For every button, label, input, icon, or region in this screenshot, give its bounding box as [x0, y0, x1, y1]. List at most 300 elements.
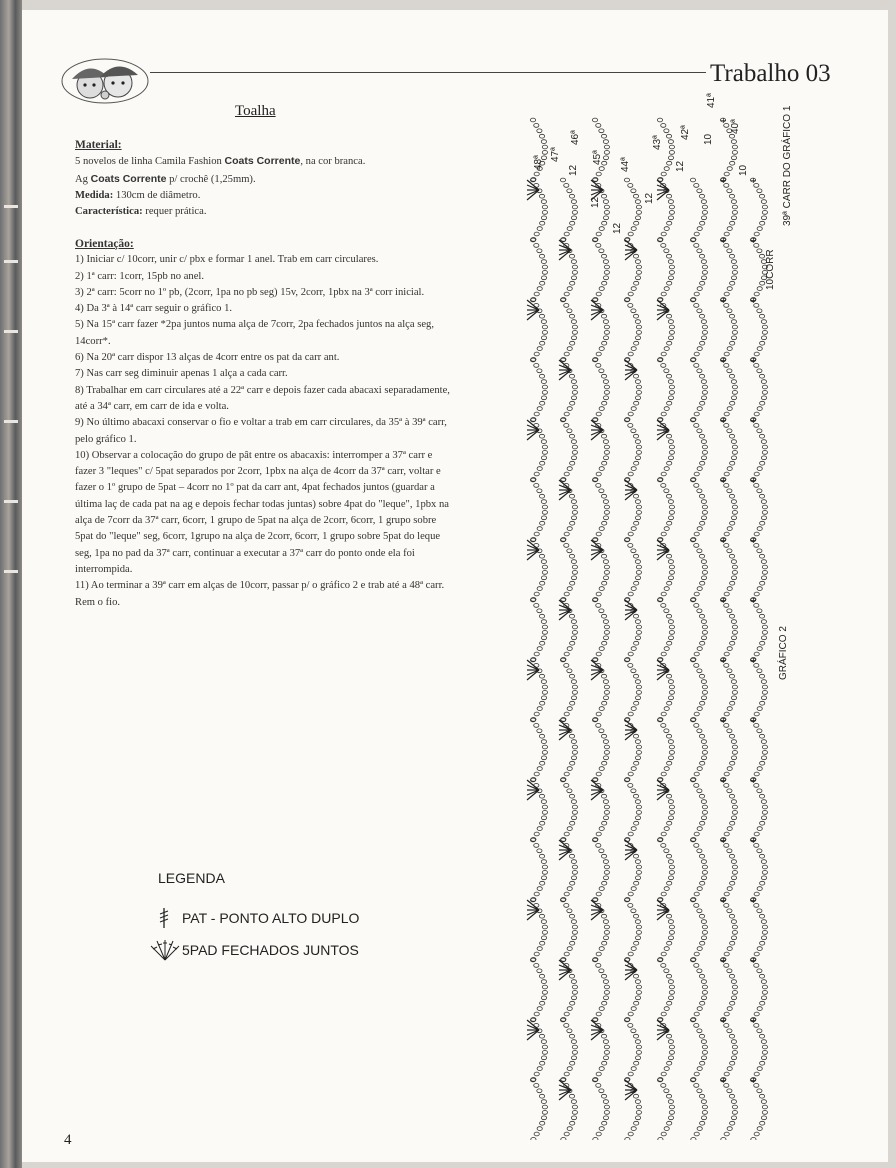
chain-stitch [701, 560, 706, 564]
chain-stitch [631, 767, 636, 771]
chain-stitch [762, 331, 767, 335]
chain-stitch [567, 347, 572, 351]
chain-stitch [697, 729, 702, 733]
chain-stitch [669, 691, 674, 695]
chain-stitch [762, 1045, 767, 1049]
chain-stitch [631, 1007, 636, 1011]
count-label: 12 [590, 196, 601, 208]
chain-stitch [731, 876, 736, 880]
plus-stitch: + [720, 116, 727, 125]
chain-stitch [762, 925, 767, 929]
chain-stitch [700, 701, 705, 705]
chain-stitch [661, 604, 666, 608]
chain-stitch [541, 816, 546, 820]
chain-stitch [541, 320, 546, 324]
chain-stitch [697, 947, 702, 951]
material-heading: Material: [75, 139, 122, 151]
chain-stitch [762, 871, 767, 875]
chain-stitch [570, 341, 575, 345]
chain-stitch [542, 691, 547, 695]
chain-stitch [567, 407, 572, 411]
chain-stitch [702, 631, 707, 635]
chain-stitch [761, 456, 766, 460]
chain-stitch [601, 554, 606, 558]
chain-stitch [570, 941, 575, 945]
chain-stitch [567, 1127, 572, 1131]
chain-stitch [628, 652, 633, 656]
chain-stitch [759, 314, 764, 318]
chain-stitch [727, 849, 732, 853]
chain-stitch [701, 816, 706, 820]
chain-stitch [602, 1061, 607, 1065]
plus-stitch: + [720, 836, 727, 845]
chain-stitch [603, 576, 608, 580]
chain-stitch [667, 161, 672, 165]
chain-stitch [625, 1138, 630, 1141]
chain-stitch [631, 549, 636, 553]
fan-cluster [527, 900, 539, 920]
chain-stitch [602, 521, 607, 525]
chain-stitch [727, 669, 732, 673]
chain-stitch [732, 511, 737, 515]
plus-stitch: + [750, 896, 757, 905]
chain-stitch [730, 761, 735, 765]
chain-stitch [572, 931, 577, 935]
chain-stitch [604, 391, 609, 395]
chain-stitch [762, 805, 767, 809]
chain-stitch [761, 860, 766, 864]
chain-stitch [700, 341, 705, 345]
chain-stitch [661, 892, 666, 896]
chain-stitch [603, 996, 608, 1000]
chain-stitch [635, 680, 640, 684]
chain-stitch [571, 1100, 576, 1104]
chain-stitch [668, 440, 673, 444]
chain-stitch [731, 696, 736, 700]
chain-stitch [701, 1040, 706, 1044]
chain-stitch [636, 271, 641, 275]
fan-cluster [625, 720, 637, 740]
chain-stitch [702, 865, 707, 869]
chain-stitch [572, 385, 577, 389]
chain-stitch [757, 249, 762, 253]
chain-stitch [664, 1127, 669, 1131]
chain-stitch [603, 396, 608, 400]
chain-stitch [702, 211, 707, 215]
chain-stitch [542, 985, 547, 989]
chain-stitch [702, 511, 707, 515]
chain-stitch [542, 1051, 547, 1055]
chain-stitch [599, 527, 604, 531]
chain-stitch [701, 1100, 706, 1104]
chain-stitch [694, 664, 699, 668]
chain-stitch [636, 985, 641, 989]
chain-stitch [628, 664, 633, 668]
chain-stitch [567, 189, 572, 193]
chain-stitch [603, 936, 608, 940]
plus-stitch: + [750, 1016, 757, 1025]
step: 4) Da 3ª à 14ª carr seguir o gráfico 1. [75, 303, 233, 315]
chain-stitch [729, 134, 734, 138]
chain-stitch [539, 974, 544, 978]
chain-stitch [635, 1116, 640, 1120]
chain-stitch [761, 980, 766, 984]
chain-stitch [669, 1105, 674, 1109]
chain-stitch [542, 451, 547, 455]
chain-stitch [534, 964, 539, 968]
chain-stitch [760, 221, 765, 225]
chain-stitch [757, 609, 762, 613]
chain-stitch [635, 456, 640, 460]
chain-stitch [542, 145, 547, 149]
crochet-chart-grafico-2 [505, 90, 795, 1140]
chain-stitch [572, 745, 577, 749]
chain-stitch [604, 565, 609, 569]
chain-stitch [571, 876, 576, 880]
chain-stitch [567, 1029, 572, 1033]
chain-stitch [633, 1094, 638, 1098]
chain-stitch [636, 325, 641, 329]
chain-stitch [669, 565, 674, 569]
chain-stitch [596, 772, 601, 776]
fan-cluster [657, 420, 669, 440]
chain-stitch [760, 701, 765, 705]
chain-stitch [664, 369, 669, 373]
chain-stitch [601, 914, 606, 918]
chain-stitch [631, 707, 636, 711]
chain-stitch [602, 401, 607, 405]
plus-stitch: + [750, 416, 757, 425]
chain-stitch [697, 647, 702, 651]
chain-stitch [694, 244, 699, 248]
chain-stitch [599, 647, 604, 651]
chain-stitch [534, 1012, 539, 1016]
chain-stitch [636, 811, 641, 815]
chain-stitch [542, 265, 547, 269]
chain-stitch [601, 134, 606, 138]
chain-stitch [571, 276, 576, 280]
chain-stitch [540, 941, 545, 945]
chain-stitch [572, 985, 577, 989]
chain-stitch [699, 194, 704, 198]
chain-stitch [694, 712, 699, 716]
chain-stitch [572, 265, 577, 269]
chain-stitch [542, 865, 547, 869]
chain-stitch [635, 1040, 640, 1044]
chain-stitch [541, 620, 546, 624]
chain-stitch [541, 276, 546, 280]
chain-stitch [661, 292, 666, 296]
chain-stitch [731, 500, 736, 504]
plus-stitch: + [720, 176, 727, 185]
chain-stitch [664, 947, 669, 951]
chain-stitch [634, 461, 639, 465]
chain-stitch [542, 805, 547, 809]
chain-stitch [727, 249, 732, 253]
chain-stitch [567, 1007, 572, 1011]
chain-stitch [571, 1040, 576, 1044]
chain-stitch [539, 1034, 544, 1038]
chain-stitch [760, 641, 765, 645]
chain-stitch [604, 811, 609, 815]
chain-stitch [694, 832, 699, 836]
chain-stitch [634, 821, 639, 825]
chain-stitch [635, 996, 640, 1000]
chain-stitch [542, 625, 547, 629]
chain-stitch [697, 1067, 702, 1071]
chain-stitch [628, 952, 633, 956]
chain-stitch [664, 347, 669, 351]
chain-stitch [602, 1001, 607, 1005]
chain-stitch [603, 696, 608, 700]
chain-stitch [694, 1072, 699, 1076]
chain-stitch [732, 391, 737, 395]
chain-stitch [727, 549, 732, 553]
article-title: Toalha [235, 103, 276, 119]
chain-stitch [631, 527, 636, 531]
chain-stitch [762, 385, 767, 389]
chain-stitch [599, 707, 604, 711]
chain-stitch [694, 352, 699, 356]
plus-stitch: + [720, 1076, 727, 1085]
chain-stitch [699, 914, 704, 918]
chain-stitch [542, 211, 547, 215]
chain-stitch [667, 281, 672, 285]
chain-stitch [759, 434, 764, 438]
chain-stitch [694, 784, 699, 788]
chain-stitch [571, 456, 576, 460]
chain-stitch [761, 740, 766, 744]
chain-stitch [669, 385, 674, 389]
chain-stitch [694, 724, 699, 728]
chain-stitch [540, 821, 545, 825]
chain-stitch [534, 124, 539, 128]
chain-stitch [603, 1040, 608, 1044]
chain-stitch [759, 674, 764, 678]
chain-stitch [694, 1024, 699, 1028]
chain-stitch [732, 625, 737, 629]
fan-cluster [527, 420, 539, 440]
chain-stitch [567, 669, 572, 673]
chain-stitch [701, 516, 706, 520]
chain-stitch [732, 331, 737, 335]
chain-stitch [729, 674, 734, 678]
chain-stitch [603, 456, 608, 460]
chain-stitch [604, 631, 609, 635]
chain-stitch [731, 1116, 736, 1120]
chain-stitch [700, 1121, 705, 1125]
chain-stitch [599, 947, 604, 951]
chain-stitch [601, 794, 606, 798]
chain-stitch [596, 292, 601, 296]
chain-stitch [628, 772, 633, 776]
chain-stitch [661, 1072, 666, 1076]
chain-stitch [604, 211, 609, 215]
chain-stitch [757, 789, 762, 793]
chain-stitch [569, 614, 574, 618]
chain-stitch [571, 996, 576, 1000]
chain-stitch [694, 1132, 699, 1136]
chain-stitch [761, 380, 766, 384]
chain-stitch [571, 576, 576, 580]
chain-stitch [628, 904, 633, 908]
chain-stitch [701, 936, 706, 940]
chain-stitch [596, 172, 601, 176]
chain-stitch [731, 516, 736, 520]
chain-stitch [571, 980, 576, 984]
chain-stitch [729, 914, 734, 918]
chain-stitch [757, 467, 762, 471]
chain-stitch [599, 347, 604, 351]
chain-stitch [697, 669, 702, 673]
chain-stitch [761, 576, 766, 580]
chain-stitch [596, 652, 601, 656]
chain-stitch [691, 1138, 696, 1141]
chain-stitch [604, 385, 609, 389]
chain-stitch [669, 811, 674, 815]
legend-label: 5PAD FECHADOS JUNTOS [182, 942, 359, 958]
chain-stitch [757, 1067, 762, 1071]
count-label: 12 [612, 222, 623, 234]
chain-stitch [697, 369, 702, 373]
step: 2) 1ª carr: 1corr, 15pb no anel. [75, 270, 204, 282]
chain-stitch [702, 991, 707, 995]
chain-stitch [699, 794, 704, 798]
chain-stitch [762, 745, 767, 749]
chain-stitch [757, 227, 762, 231]
chain-stitch [700, 821, 705, 825]
chain-stitch [727, 729, 732, 733]
chain-stitch [667, 401, 672, 405]
chain-stitch [599, 249, 604, 253]
chain-stitch [635, 636, 640, 640]
chain-stitch [635, 440, 640, 444]
chain-stitch [759, 614, 764, 618]
chain-stitch [760, 461, 765, 465]
chain-stitch [542, 385, 547, 389]
chain-stitch [596, 1072, 601, 1076]
chain-stitch [596, 244, 601, 248]
chain-stitch [572, 451, 577, 455]
chain-stitch [668, 920, 673, 924]
chain-stitch [701, 456, 706, 460]
chain-stitch [702, 1105, 707, 1109]
chain-stitch [731, 936, 736, 940]
chain-stitch [757, 1127, 762, 1131]
chain-stitch [636, 1105, 641, 1109]
chain-stitch [701, 680, 706, 684]
chain-stitch [636, 745, 641, 749]
chain-stitch [604, 985, 609, 989]
chain-stitch [732, 1105, 737, 1109]
chain-stitch [596, 952, 601, 956]
chain-stitch [541, 1100, 546, 1104]
chain-stitch [599, 849, 604, 853]
chain-stitch [635, 380, 640, 384]
chain-stitch [731, 1040, 736, 1044]
chain-stitch [569, 194, 574, 198]
chain-stitch [667, 221, 672, 225]
orientation-heading: Orientação: [75, 238, 134, 250]
chain-stitch [572, 331, 577, 335]
chain-stitch [628, 1024, 633, 1028]
chain-stitch [669, 805, 674, 809]
chain-stitch [761, 636, 766, 640]
chain-stitch [539, 674, 544, 678]
chain-stitch [669, 211, 674, 215]
chain-stitch [633, 314, 638, 318]
chain-stitch [664, 969, 669, 973]
chain-stitch [542, 931, 547, 935]
chain-stitch [634, 1061, 639, 1065]
fan-symbol-icon [148, 938, 182, 962]
chain-stitch [628, 784, 633, 788]
chain-stitch [667, 521, 672, 525]
chain-stitch [541, 980, 546, 984]
count-label: 12 [675, 160, 686, 172]
chain-stitch [666, 434, 671, 438]
chain-stitch [570, 281, 575, 285]
chain-stitch [757, 647, 762, 651]
chain-stitch [694, 184, 699, 188]
chain-stitch [540, 341, 545, 345]
chain-stitch [731, 260, 736, 264]
chain-stitch [541, 560, 546, 564]
chain-stitch [661, 1084, 666, 1088]
chain-stitch [534, 604, 539, 608]
chain-stitch [731, 756, 736, 760]
chain-stitch [667, 1061, 672, 1065]
chain-stitch [564, 1024, 569, 1028]
chain-stitch [570, 401, 575, 405]
chain-stitch [759, 794, 764, 798]
chain-stitch [604, 991, 609, 995]
chain-stitch [534, 592, 539, 596]
chain-stitch [541, 216, 546, 220]
material-line: Ag Coats Corrente p/ crochê (1,25mm). [75, 172, 256, 185]
chain-stitch [697, 489, 702, 493]
chain-stitch [628, 424, 633, 428]
chain-stitch [604, 571, 609, 575]
chain-stitch [732, 745, 737, 749]
chain-stitch [727, 1089, 732, 1093]
chain-stitch [602, 461, 607, 465]
chain-stitch [729, 614, 734, 618]
chain-stitch [601, 194, 606, 198]
chain-stitch [701, 276, 706, 280]
chain-stitch [694, 604, 699, 608]
chain-stitch [669, 505, 674, 509]
chain-stitch [570, 581, 575, 585]
chain-stitch [635, 980, 640, 984]
chain-stitch [700, 1061, 705, 1065]
plus-stitch: + [720, 896, 727, 905]
chain-stitch [699, 434, 704, 438]
chain-stitch [694, 892, 699, 896]
chain-stitch [759, 194, 764, 198]
chain-stitch [668, 1040, 673, 1044]
chain-stitch [669, 325, 674, 329]
chain-stitch [572, 205, 577, 209]
chain-stitch [540, 1121, 545, 1125]
chain-stitch [668, 636, 673, 640]
chain-stitch [541, 636, 546, 640]
chain-stitch [668, 800, 673, 804]
chain-stitch [541, 456, 546, 460]
chain-stitch [534, 244, 539, 248]
chain-stitch [534, 172, 539, 176]
chain-stitch [664, 587, 669, 591]
